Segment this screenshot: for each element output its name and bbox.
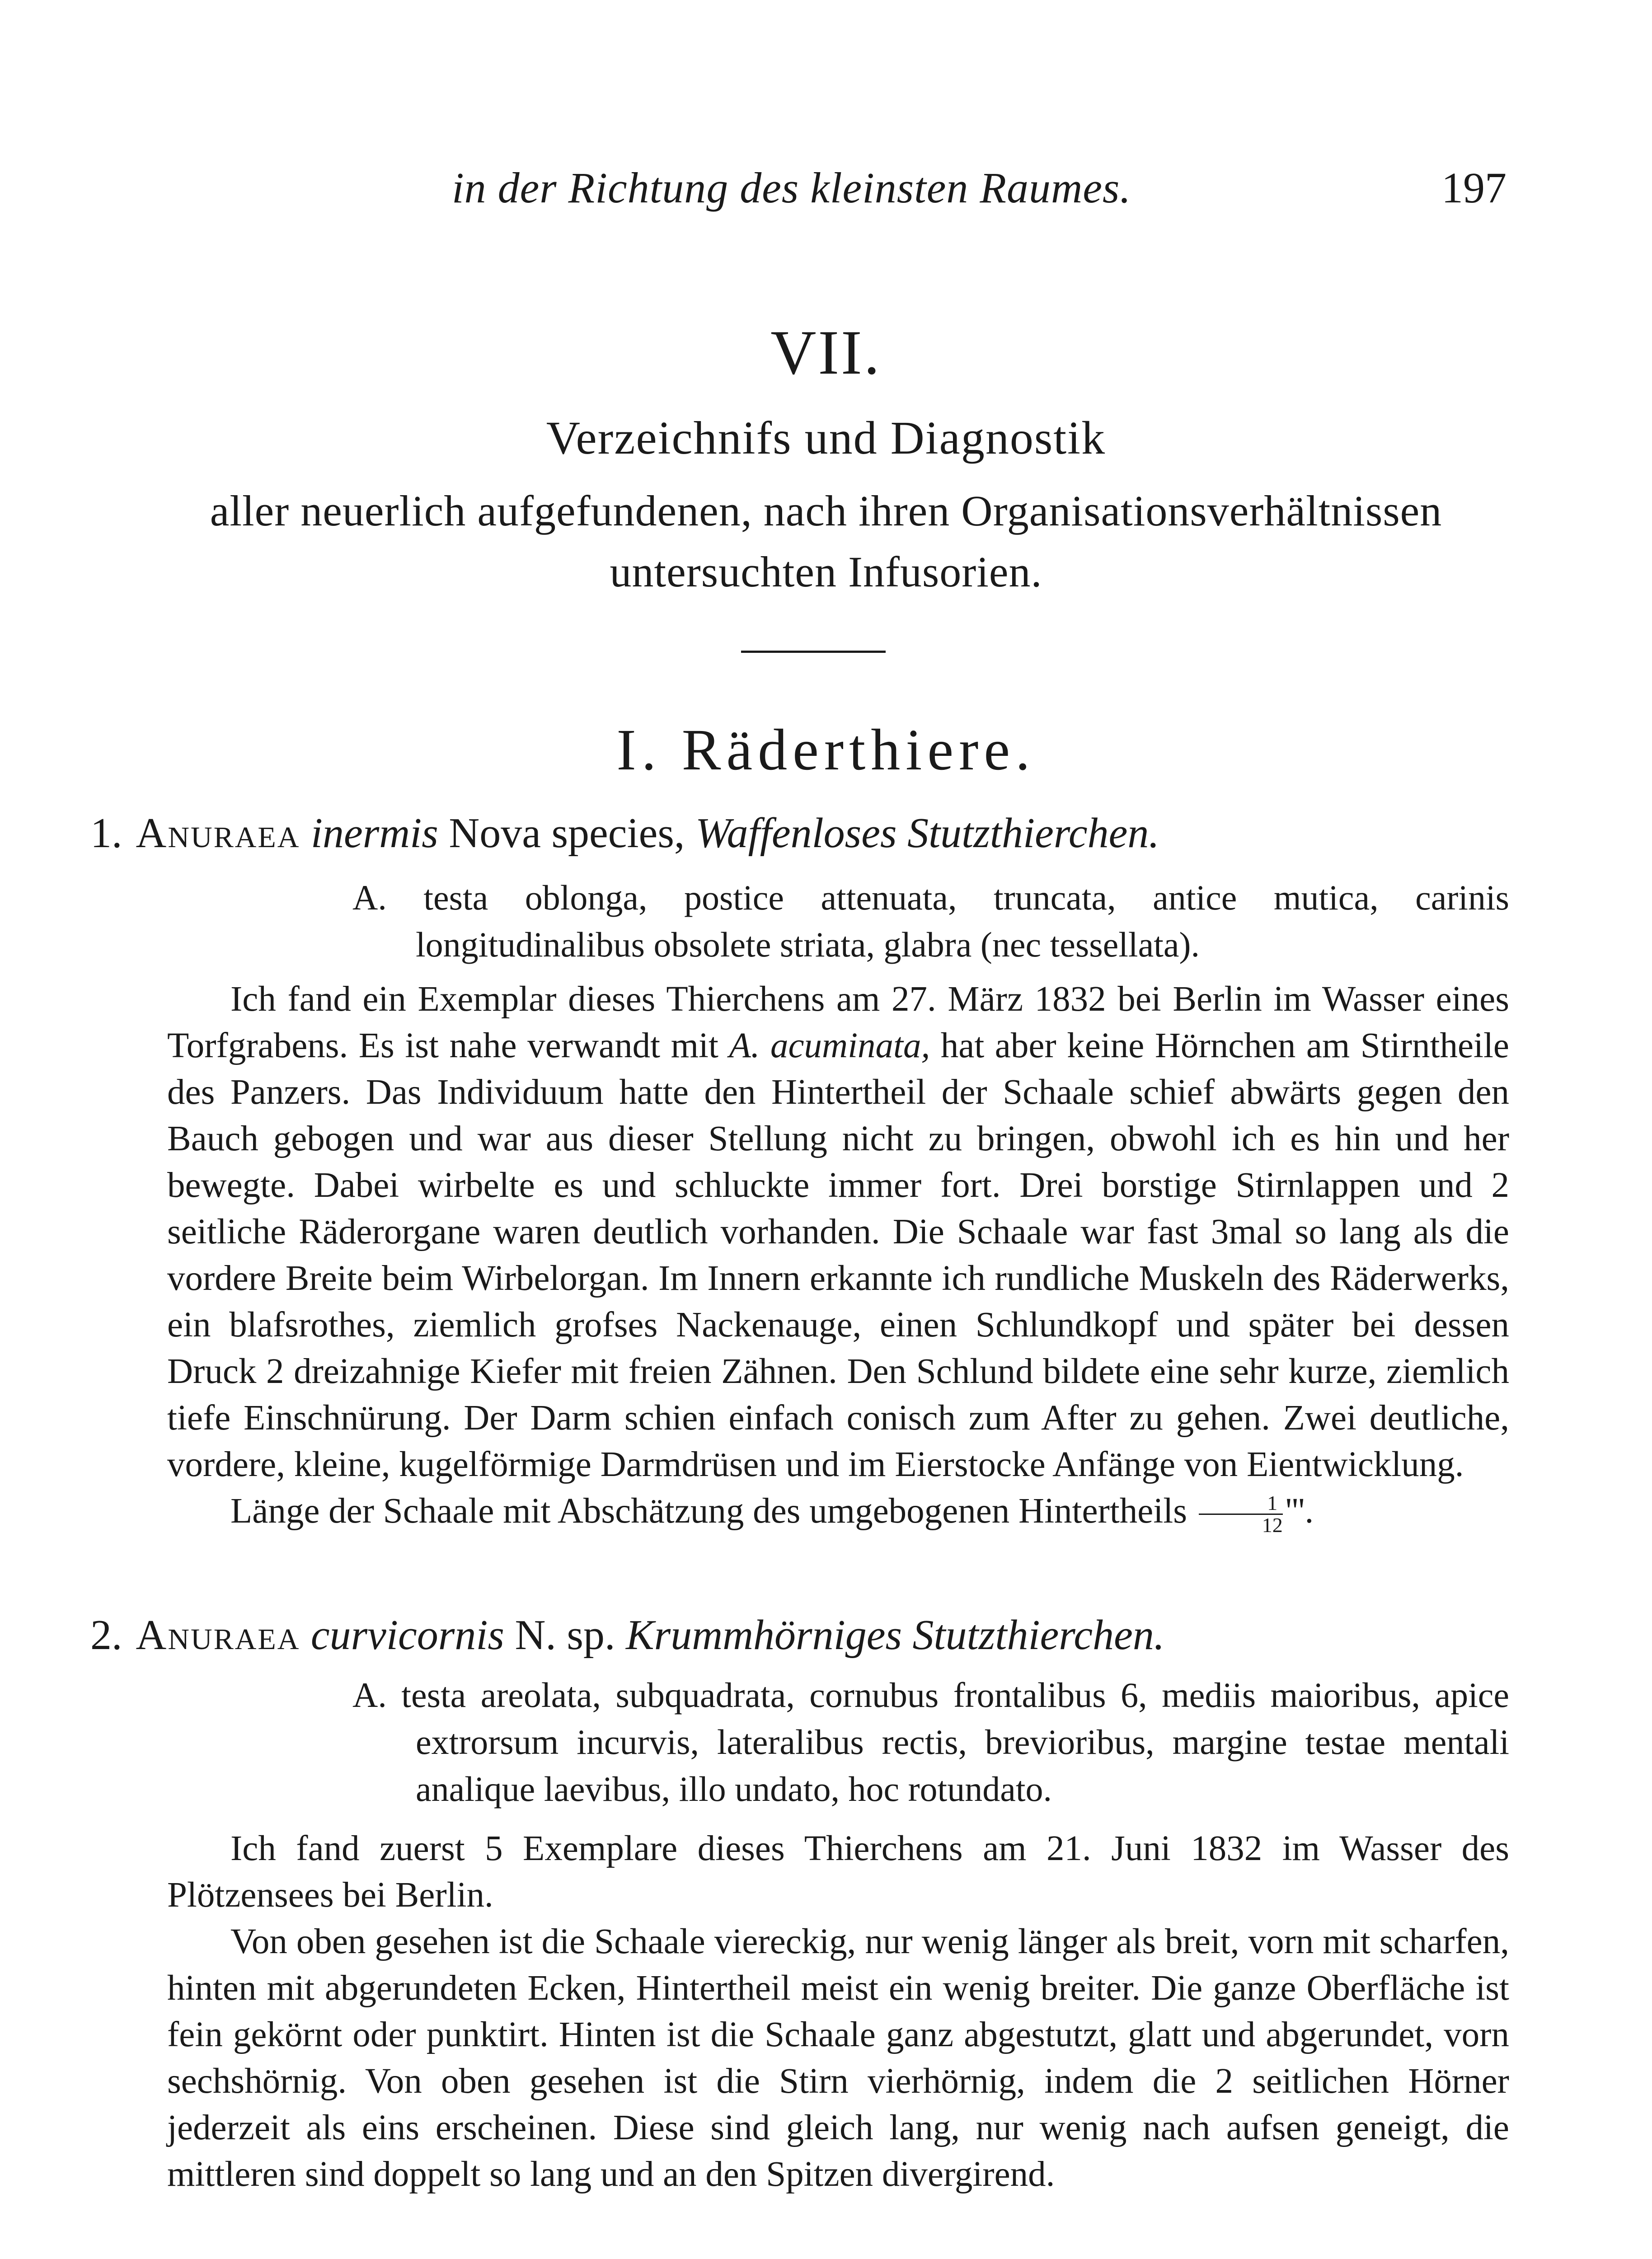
- species-2-title: [90, 1611, 1164, 1659]
- species-1-diagnosis-text: A. testa oblonga, postice attenuata, truncata, antice mutica, carinis longitudinalibus obsolete striata, glabra (nec tessellata).: [352, 878, 1509, 964]
- species-2-paragraph-1: Ich fand zuerst 5 Exemplare dieses Thierchens am 21. Juni 1832 im Wasser des Plötzensees bei Berlin.: [167, 1829, 1509, 1915]
- species-1-epithet: inermis: [310, 810, 438, 857]
- fraction-denominator: 12: [1262, 1514, 1283, 1537]
- fraction-numerator: 1: [1199, 1493, 1283, 1515]
- species-1-genus: Anuraea: [136, 810, 300, 857]
- species-1-title: [90, 809, 1159, 858]
- species-1-measure-fraction: [1199, 1493, 1283, 1536]
- page-number: 197: [1441, 164, 1507, 212]
- section-number: VII.: [770, 318, 882, 388]
- species-1-measure: [167, 1488, 1509, 1536]
- species-2-diagnosis-text: A. testa areolata, subquadrata, cornubus frontalibus 6, mediis maioribus, apice extrorsum incurvis, lateralibus rectis, brevioribus, margine testae mentali analique laevibus, illo undato, hoc rotundato.: [352, 1675, 1509, 1809]
- species-1-paragraph-text-a: Ich fand ein Exemplar dieses Thierchens am 27. März 1832 bei Berlin im Wasser eines Torfgrabens. Es ist nahe verwandt mit: [167, 980, 1509, 1065]
- species-2-status: N. sp.: [515, 1612, 615, 1659]
- section-title-line-3: untersuchten Infusorien.: [610, 548, 1042, 596]
- part-title: I. Räderthiere.: [616, 717, 1036, 783]
- species-2-number: 2.: [90, 1612, 122, 1659]
- species-2-paragraph-2: Von oben gesehen ist die Schaale viereckig, nur wenig länger als breit, vorn mit scharfen, hinten mit abgerundeten Ecken, Hintertheil meist ein wenig breiter. Die ganze Oberfläche ist fein gekörnt oder punktirt. Hinten ist die Schaale ganz abgestutzt, glatt und abgerundet, vorn sechshörnig. Von oben gesehen ist die Stirn vierhörnig, indem die 2 seitlichen Hörner jederzeit als eins erscheinen. Diese sind gleich lang, nur wenig nach aufsen geneigt, die mittleren sind doppelt so lang und an den Spitzen divergirend.: [167, 1922, 1509, 2194]
- running-title: in der Richtung des kleinsten Raumes.: [452, 164, 1131, 212]
- section-title-line-2: aller neuerlich aufgefundenen, nach ihren Organisationsverhältnissen: [210, 487, 1442, 535]
- section-title-line-1: Verzeichnifs und Diagnostik: [546, 412, 1106, 464]
- divider-rule: [741, 651, 886, 653]
- species-1-measure-text: Länge der Schaale mit Abschätzung des umgebogenen Hintertheils: [230, 1491, 1187, 1531]
- species-1-number: 1.: [90, 810, 122, 857]
- species-2-genus: Anuraea: [136, 1612, 300, 1659]
- species-1-paragraph-text-b: hat aber keine Hörnchen am Stirntheile des Panzers. Das Individuum hatte den Hintertheil der Schaale schief abwärts gegen den Bauch gebogen und war aus dieser Stellung nicht zu bringen, obwohl ich es hin und her bewegte. Dabei wirbelte es und schluckte immer fort. Drei borstige Stirnlappen und 2 seitliche Räderorgane waren deutlich vorhanden. Die Schaale war fast 3mal so lang als die vordere Breite beim Wirbelorgan. Im Innern erkannte ich rundliche Muskeln des Räderwerks, ein blafsrothes, ziemlich grofses Nackenauge, einen Schlundkopf und später bei dessen Druck 2 dreizahnige Kiefer mit freien Zähnen. Den Schlund bildete eine sehr kurze, ziemlich tiefe Einschnürung. Der Darm schien einfach conisch zum After zu gehen. Zwei deutliche, vordere, kleine, kugelförmige Darmdrüsen und im Eierstocke Anfänge von Eientwicklung.: [167, 1026, 1509, 1484]
- species-1-description: [167, 976, 1509, 1536]
- species-1-status: Nova species,: [449, 810, 685, 857]
- species-2-description: [167, 1825, 1509, 2198]
- species-1-paragraph: [167, 976, 1509, 1488]
- species-1-paragraph-italic: A. acuminata,: [729, 1026, 930, 1065]
- species-1-common-name: Waffenloses Stutzthierchen.: [695, 810, 1159, 857]
- species-1-diagnosis: [352, 874, 1509, 968]
- species-2-common-name: Krummhörniges Stutzthierchen.: [625, 1612, 1165, 1659]
- species-2-epithet: curvicornis: [310, 1612, 505, 1659]
- species-1-measure-unit: '''.: [1285, 1491, 1314, 1531]
- species-2-diagnosis: [352, 1672, 1509, 1813]
